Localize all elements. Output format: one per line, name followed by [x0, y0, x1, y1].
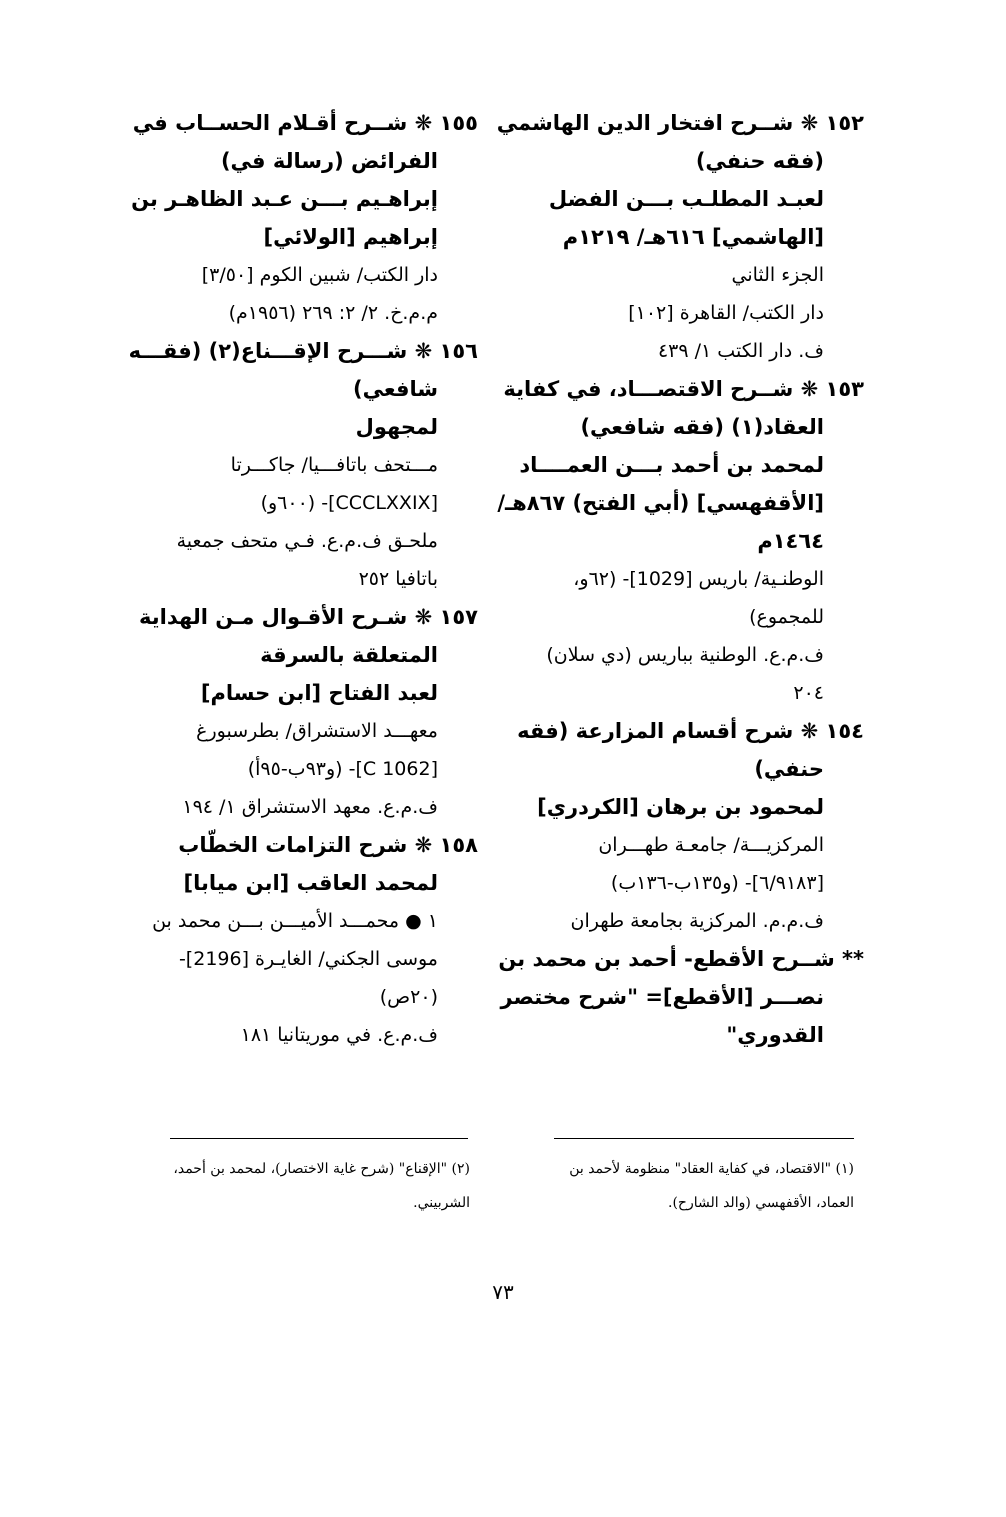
entry-157-title: ١٥٧ ❋ شـرح الأقـوال مـن الهداية — [139, 605, 478, 629]
entry-157-location: معهـــد الاستشراق/ بطرسبورغ — [196, 720, 438, 742]
entry-158-title: ١٥٨ ❋ شرح التزامات الخطّاب — [178, 833, 478, 857]
entry-156-author: لمجهول — [355, 415, 438, 439]
entry-156-location: مـــتحف باتافـــيا/ جاكـــرتا — [230, 454, 438, 476]
entry-154-location-cont: [٦/٩١٨٣]- (و١٣٥ب-١٣٦ب) — [610, 872, 824, 894]
entry-153-author-date: ١٤٦٤م — [757, 529, 824, 553]
entry-155-subject: الفرائض (رسالة في) — [220, 149, 438, 173]
footnote-2 — [132, 1152, 470, 1220]
entry-156-catalog-cont: باتافيا ٢٥٢ — [358, 568, 438, 590]
entry-155-author: إبراهـيم بـــن عـبد الظاهـر بن — [131, 187, 438, 211]
entry-155-catalog: م.م.خ. ٢/ ٢: ٢٦٩ (١٩٥٦م) — [228, 302, 438, 324]
entry-156-subject: شافعي) — [353, 377, 438, 401]
footnote-2-line-1: (٢) "الإقناع" (شرح غاية الاختصار)، لمحمد بن أحمد، — [173, 1161, 470, 1177]
entry-157-catalog: ف.م.ع. معهد الاستشراق ١/ ١٩٤ — [182, 796, 438, 818]
entry-154-title: ١٥٤ ❋ شرح أقسام المزارعة (فقه — [517, 719, 864, 743]
entry-153-location-cont: للمجموع) — [749, 606, 824, 628]
entry-154-author: لمحمود بن برهان [الكردري] — [537, 795, 824, 819]
cross-reference-cont: نصـــر [الأقطع]= "شرح مختصر — [500, 985, 824, 1009]
entry-158-catalog: ف.م.ع. في موريتانيا ١٨١ — [240, 1024, 438, 1046]
cross-reference-title: ** شــرح الأقطع- أحمد بن محمد بن — [498, 947, 864, 971]
entry-154-catalog: ف.م.م. المركزية بجامعة طهران — [570, 910, 824, 932]
entry-152-author-cont: [الهاشمي] ٦١٦هـ/ ١٢١٩م — [562, 225, 824, 249]
entry-153-subject: العقاد(١) (فقه شافعي) — [580, 415, 824, 439]
entry-154-location: المركزيـــة/ جامعـة طهـــران — [598, 834, 824, 856]
entry-153-author: لمحمد بن أحمد بـــن العمــــاد — [519, 453, 824, 477]
entry-158-location-end: (٢٠ص) — [379, 986, 438, 1008]
page-number: ٧٣ — [492, 1280, 514, 1304]
entry-157-location-cont: [C 1062]- (و٩٣ب-٩٥أ) — [247, 758, 438, 780]
entry-152-location: دار الكتب/ القاهرة [١٠٢] — [628, 302, 824, 324]
entry-157-subject: المتعلقة بالسرقة — [260, 643, 438, 667]
entry-158-location: ١ ● محمـــد الأميـــن بـــن محمد بن — [152, 910, 438, 932]
entry-152-detail: الجزء الثاني — [731, 264, 824, 286]
footnote-1-line-1: (١) "الاقتصاد، في كفاية العقاد" منظومة لأحمد بن — [569, 1161, 854, 1177]
footnote-2-line-2: الشربيني. — [413, 1195, 470, 1211]
footnote-1-line-2: العماد، الأقفهسي (والد الشارح). — [668, 1195, 854, 1211]
footnote-1 — [522, 1152, 854, 1220]
entry-153-location: الوطنـية/ باريس [1029]- (٦٢و، — [573, 568, 824, 590]
left-column — [128, 104, 478, 1054]
entry-156-catalog: ملحـق ف.م.ع. فـي متحف جمعية — [176, 530, 438, 552]
entry-156-location-cont: [CCCLXXIX]- (٦٠٠و) — [260, 492, 438, 514]
entry-155-title: ١٥٥ ❋ شــرح أقـلام الحســاب في — [132, 111, 478, 135]
entry-152-author: لعبـد المطلـب بـــن الفضل — [548, 187, 824, 211]
entry-152-subject: (فقه حنفي) — [695, 149, 824, 173]
entry-158-author: لمحمد العاقب [ابن ميابا] — [183, 871, 438, 895]
footnote-divider-left — [170, 1138, 468, 1139]
right-column — [496, 104, 864, 1054]
entry-157-author: لعبد الفتاح [ابن حسام] — [200, 681, 438, 705]
entry-153-author-cont: [الأقفهسي] (أبي الفتح) ٨٦٧هـ/ — [497, 491, 824, 515]
entry-153-catalog: ف.م.ع. الوطنية بباريس (دي سلان) — [546, 644, 824, 666]
entry-156-title: ١٥٦ ❋ شـــرح الإقـــناع(٢) (فقـــه — [128, 339, 478, 363]
entry-153-title: ١٥٣ ❋ شــرح الاقتصـــاد، في كفاية — [503, 377, 864, 401]
footnote-divider-right — [554, 1138, 854, 1139]
entry-155-location: دار الكتب/ شبين الكوم [٣/٥٠] — [201, 264, 438, 286]
entry-153-catalog-cont: ٢٠٤ — [793, 682, 824, 704]
entry-158-location-cont: موسى الجكني/ الغايـرة [2196]- — [178, 948, 438, 970]
entry-154-subject: حنفي) — [754, 757, 824, 781]
entry-152-catalog: ف. دار الكتب ١/ ٤٣٩ — [657, 340, 824, 362]
cross-reference-end: القدوري" — [726, 1023, 824, 1047]
entry-152-title: ١٥٢ ❋ شــرح افتخار الدين الهاشمي — [496, 111, 864, 135]
entry-155-author-cont: إبراهيم [الولائي] — [263, 225, 438, 249]
